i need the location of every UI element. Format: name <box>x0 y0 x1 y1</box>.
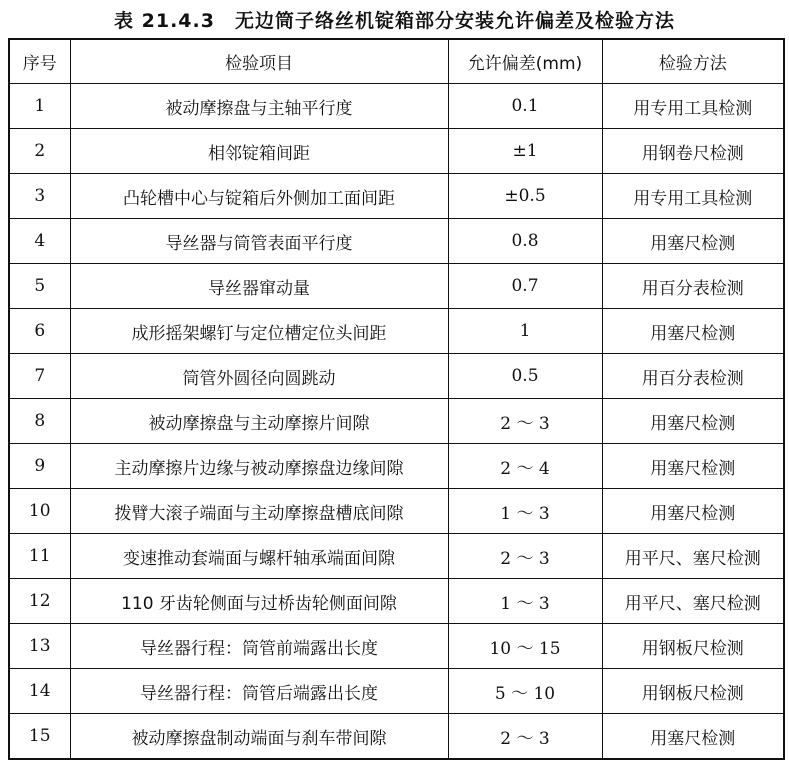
inspection-method: 用塞尺检测 <box>602 444 784 489</box>
row-number: 15 <box>9 714 70 760</box>
inspection-method: 用塞尺检测 <box>602 219 784 264</box>
inspection-method: 用百分表检测 <box>602 354 784 399</box>
header-row <box>9 39 784 84</box>
header-tolerance: 允许偏差(mm) <box>448 39 602 84</box>
inspection-item: 110 牙齿轮侧面与过桥齿轮侧面间隙 <box>70 579 448 624</box>
inspection-method: 用钢板尺检测 <box>602 624 784 669</box>
allowed-tolerance: 0.7 <box>448 264 602 309</box>
table-row <box>9 579 784 624</box>
row-number: 6 <box>9 309 70 354</box>
tolerance-table <box>8 38 785 760</box>
table-row <box>9 219 784 264</box>
inspection-method: 用钢板尺检测 <box>602 669 784 714</box>
inspection-item: 被动摩擦盘制动端面与刹车带间隙 <box>70 714 448 760</box>
allowed-tolerance: 0.5 <box>448 354 602 399</box>
row-number: 12 <box>9 579 70 624</box>
inspection-method: 用塞尺检测 <box>602 489 784 534</box>
inspection-method: 用塞尺检测 <box>602 714 784 760</box>
table-row <box>9 129 784 174</box>
row-number: 14 <box>9 669 70 714</box>
row-number: 4 <box>9 219 70 264</box>
inspection-item: 凸轮槽中心与锭箱后外侧加工面间距 <box>70 174 448 219</box>
row-number: 7 <box>9 354 70 399</box>
allowed-tolerance: 2 ～ 3 <box>448 534 602 579</box>
inspection-item: 变速推动套端面与螺杆轴承端面间隙 <box>70 534 448 579</box>
inspection-item: 导丝器窜动量 <box>70 264 448 309</box>
table-row <box>9 399 784 444</box>
inspection-item: 筒管外圆径向圆跳动 <box>70 354 448 399</box>
allowed-tolerance: 2 ～ 4 <box>448 444 602 489</box>
row-number: 10 <box>9 489 70 534</box>
allowed-tolerance: 2 ～ 3 <box>448 399 602 444</box>
row-number: 5 <box>9 264 70 309</box>
allowed-tolerance: 5 ～ 10 <box>448 669 602 714</box>
inspection-item: 成形摇架螺钉与定位槽定位头间距 <box>70 309 448 354</box>
table-row <box>9 174 784 219</box>
inspection-item: 主动摩擦片边缘与被动摩擦盘边缘间隙 <box>70 444 448 489</box>
table-header <box>9 39 784 84</box>
table-row <box>9 489 784 534</box>
row-number: 1 <box>9 84 70 129</box>
inspection-item: 拨臂大滚子端面与主动摩擦盘槽底间隙 <box>70 489 448 534</box>
table-row <box>9 669 784 714</box>
table-row <box>9 624 784 669</box>
inspection-item: 被动摩擦盘与主轴平行度 <box>70 84 448 129</box>
inspection-method: 用塞尺检测 <box>602 309 784 354</box>
inspection-method: 用专用工具检测 <box>602 84 784 129</box>
row-number: 2 <box>9 129 70 174</box>
inspection-item: 相邻锭箱间距 <box>70 129 448 174</box>
table-row <box>9 309 784 354</box>
inspection-method: 用平尺、塞尺检测 <box>602 579 784 624</box>
inspection-item: 导丝器与筒管表面平行度 <box>70 219 448 264</box>
table-row <box>9 534 784 579</box>
allowed-tolerance: ±1 <box>448 129 602 174</box>
allowed-tolerance: 1 <box>448 309 602 354</box>
row-number: 13 <box>9 624 70 669</box>
inspection-item: 被动摩擦盘与主动摩擦片间隙 <box>70 399 448 444</box>
inspection-method: 用平尺、塞尺检测 <box>602 534 784 579</box>
allowed-tolerance: 1 ～ 3 <box>448 579 602 624</box>
inspection-item: 导丝器行程：筒管前端露出长度 <box>70 624 448 669</box>
header-item: 检验项目 <box>70 39 448 84</box>
row-number: 11 <box>9 534 70 579</box>
row-number: 3 <box>9 174 70 219</box>
table-row <box>9 444 784 489</box>
inspection-method: 用塞尺检测 <box>602 399 784 444</box>
inspection-method: 用百分表检测 <box>602 264 784 309</box>
allowed-tolerance: 2 ～ 3 <box>448 714 602 760</box>
row-number: 9 <box>9 444 70 489</box>
table-row <box>9 264 784 309</box>
header-method: 检验方法 <box>602 39 784 84</box>
table-row <box>9 84 784 129</box>
allowed-tolerance: ±0.5 <box>448 174 602 219</box>
table-row <box>9 354 784 399</box>
inspection-method: 用钢卷尺检测 <box>602 129 784 174</box>
row-number: 8 <box>9 399 70 444</box>
table-body <box>9 84 784 760</box>
inspection-method: 用专用工具检测 <box>602 174 784 219</box>
allowed-tolerance: 0.1 <box>448 84 602 129</box>
table-row <box>9 714 784 760</box>
allowed-tolerance: 0.8 <box>448 219 602 264</box>
header-no: 序号 <box>9 39 70 84</box>
inspection-item: 导丝器行程：筒管后端露出长度 <box>70 669 448 714</box>
allowed-tolerance: 10 ～ 15 <box>448 624 602 669</box>
table-title: 表 21.4.3 无边筒子络丝机锭箱部分安装允许偏差及检验方法 <box>114 10 675 32</box>
allowed-tolerance: 1 ～ 3 <box>448 489 602 534</box>
